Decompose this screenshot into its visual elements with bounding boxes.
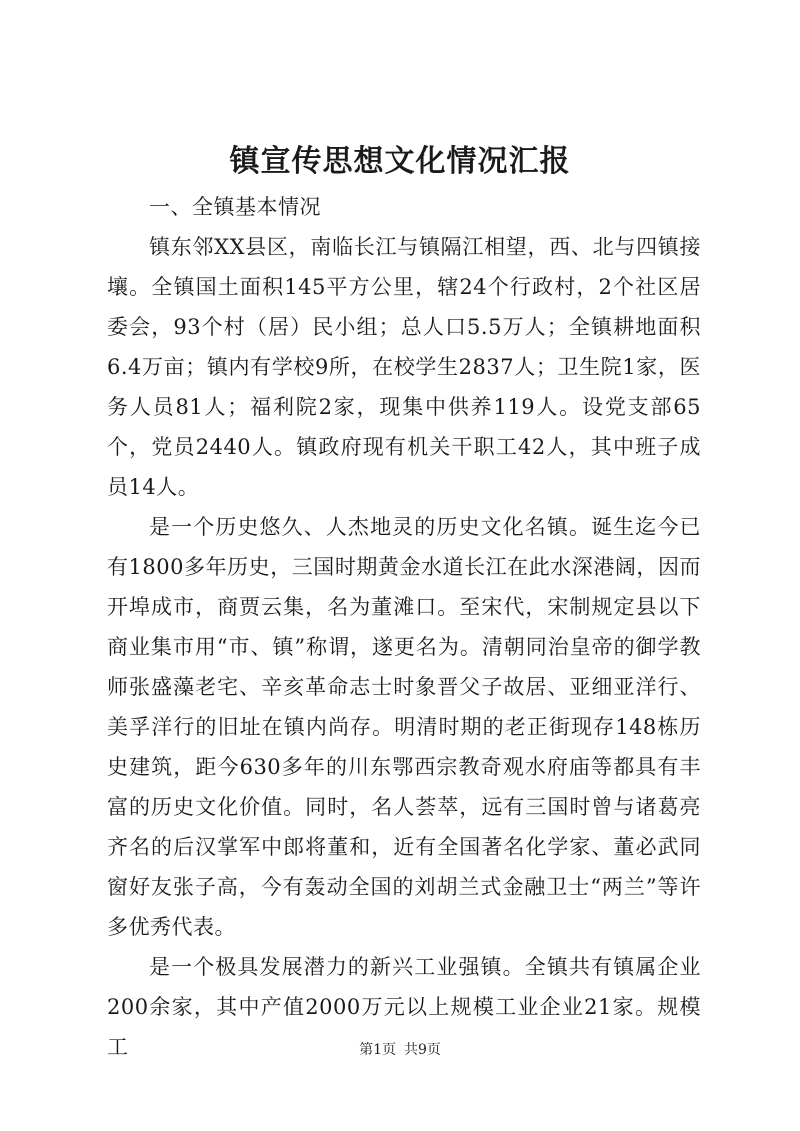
page-footer (0, 1040, 800, 1060)
paragraph-basic-info: 镇东邻XX县区，南临长江与镇隔江相望，西、北与四镇接壤。全镇国土面积145平方公里，辖24个行政村，2个社区居委会，93个村（居）民小组；总人口5.5万人；全镇耕地面积6.4万亩；镇内有学校9所，在校学生2837人；卫生院1家，医务人员81人；福利院2家，现集中供养119人。设党支部65个，党员2440人。镇政府现有机关干职工42人，其中班子成员14人。 (107, 235, 701, 499)
paragraph-industry: 是一个极具发展潜力的新兴工业强镇。全镇共有镇属企业200余家，其中产值2000万元以上规模工业企业21家。规模工 (107, 955, 701, 1059)
page-number: 第1页 (359, 1042, 396, 1058)
section-heading: 一、全镇基本情况 (149, 195, 321, 219)
paragraph-history-culture: 是一个历史悠久、人杰地灵的历史文化名镇。诞生迄今已有1800多年历史，三国时期黄金水道长江在此水深港阔，因而开埠成市，商贾云集，名为董滩口。至宋代，宋制规定县以下商业集市用“市、镇”称谓，遂更名为。清朝同治皇帝的御学教师张盛藻老宅、辛亥革命志士时象晋父子故居、亚细亚洋行、美孚洋行的旧址在镇内尚存。明清时期的老正街现存148栋历史建筑，距今630多年的川东鄂西宗教奇观水府庙等都具有丰富的历史文化价值。同时，名人荟萃，远有三国时曾与诸葛亮齐名的后汉掌军中郎将董和，近有全国著名化学家、董必武同窗好友张子高，今有轰动全国的刘胡兰式金融卫士“两兰”等许多优秀代表。 (107, 515, 701, 939)
document-title: 镇宣传思想文化情况汇报 (229, 144, 571, 179)
document-body (107, 187, 701, 1067)
page-total: 共9页 (404, 1042, 441, 1058)
